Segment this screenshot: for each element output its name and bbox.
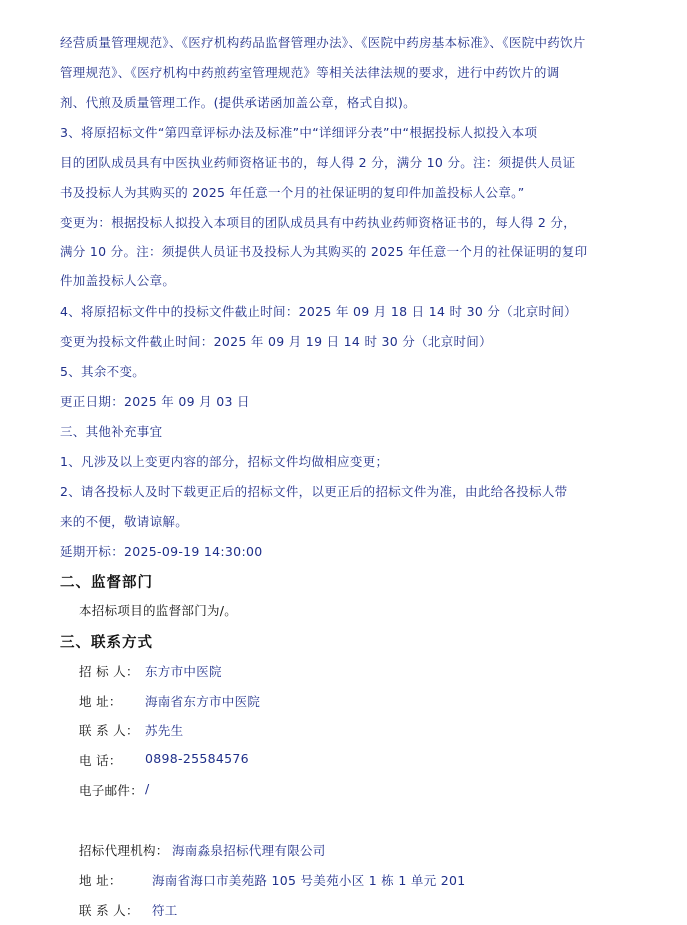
item4-original-deadline: 4、将原招标文件中的投标文件截止时间：2025 年 09 月 18 日 14 时 30 分（北京时间） <box>60 304 577 319</box>
tenderer-label: 招 标 人： <box>79 664 139 679</box>
item3-changed-line-3: 件加盖投标人公章。 <box>60 273 176 288</box>
address-label: 地 址： <box>79 694 122 709</box>
contact-person-label: 联 系 人： <box>79 723 139 738</box>
agency-address-label: 地 址： <box>79 873 122 888</box>
item3-changed-line-1: 变更为：根据投标人拟投入本项目的团队成员具有中药执业药师资格证书的，每人得 2 分， <box>60 215 577 230</box>
delayed-opening: 延期开标：2025-09-19 14:30:00 <box>60 544 263 559</box>
item3-line-1: 3、将原招标文件“第四章评标办法及标准”中“详细评分表”中“根据投标人拟投入本项 <box>60 125 538 140</box>
supplement-item-2-line-1: 2、请各投标人及时下载更正后的招标文件，以更正后的招标文件为准，由此给各投标人带 <box>60 484 568 499</box>
agency-address-value: 海南省海口市美苑路 105 号美苑小区 1 栋 1 单元 201 <box>152 873 466 888</box>
phone-label: 电 话： <box>79 753 122 768</box>
supervision-text: 本招标项目的监督部门为/。 <box>79 603 238 618</box>
agency-label: 招标代理机构： <box>79 843 169 858</box>
change-line-1: 经营质量管理规范》、《医疗机构药品监督管理办法》、《医院中药房基本标准》、《医院中药饮片 <box>60 35 586 50</box>
phone-value: 0898-25584576 <box>145 751 249 766</box>
item3-changed-line-2: 满分 10 分。注：须提供人员证书及投标人为其购买的 2025 年任意一个月的社保证明的复印 <box>60 244 588 259</box>
tenderer-value: 东方市中医院 <box>145 664 222 679</box>
contact-person-value: 苏先生 <box>145 723 184 738</box>
agency-contact-value: 符工 <box>152 903 178 918</box>
change-line-3: 剂、代煎及质量管理工作。(提供承诺函加盖公章，格式自拟)。 <box>60 95 416 110</box>
item5-text: 5、其余不变。 <box>60 364 146 379</box>
item4-new-deadline: 变更为投标文件截止时间：2025 年 09 月 19 日 14 时 30 分（北京时间） <box>60 334 492 349</box>
address-value: 海南省东方市中医院 <box>145 694 261 709</box>
contact-heading: 三、联系方式 <box>60 635 153 651</box>
email-value: / <box>145 781 150 796</box>
email-label: 电子邮件： <box>79 783 144 798</box>
supplement-item-1: 1、凡涉及以上变更内容的部分，招标文件均做相应变更； <box>60 454 389 469</box>
agency-contact-label: 联 系 人： <box>79 903 139 918</box>
agency-value: 海南淼泉招标代理有限公司 <box>172 843 326 858</box>
item3-line-2: 目的团队成员具有中医执业药师资格证书的，每人得 2 分，满分 10 分。注：须提供人员证 <box>60 155 576 170</box>
supervision-heading: 二、监督部门 <box>60 575 153 591</box>
supplement-title: 三、其他补充事宜 <box>60 424 163 439</box>
item3-line-3: 书及投标人为其购买的 2025 年任意一个月的社保证明的复印件加盖投标人公章。” <box>60 185 525 200</box>
correction-date: 更正日期：2025 年 09 月 03 日 <box>60 394 250 409</box>
change-line-2: 管理规范》、《医疗机构中药煎药室管理规范》等相关法律法规的要求，进行中药饮片的调 <box>60 65 560 80</box>
supplement-item-2-line-2: 来的不便，敬请谅解。 <box>60 514 189 529</box>
